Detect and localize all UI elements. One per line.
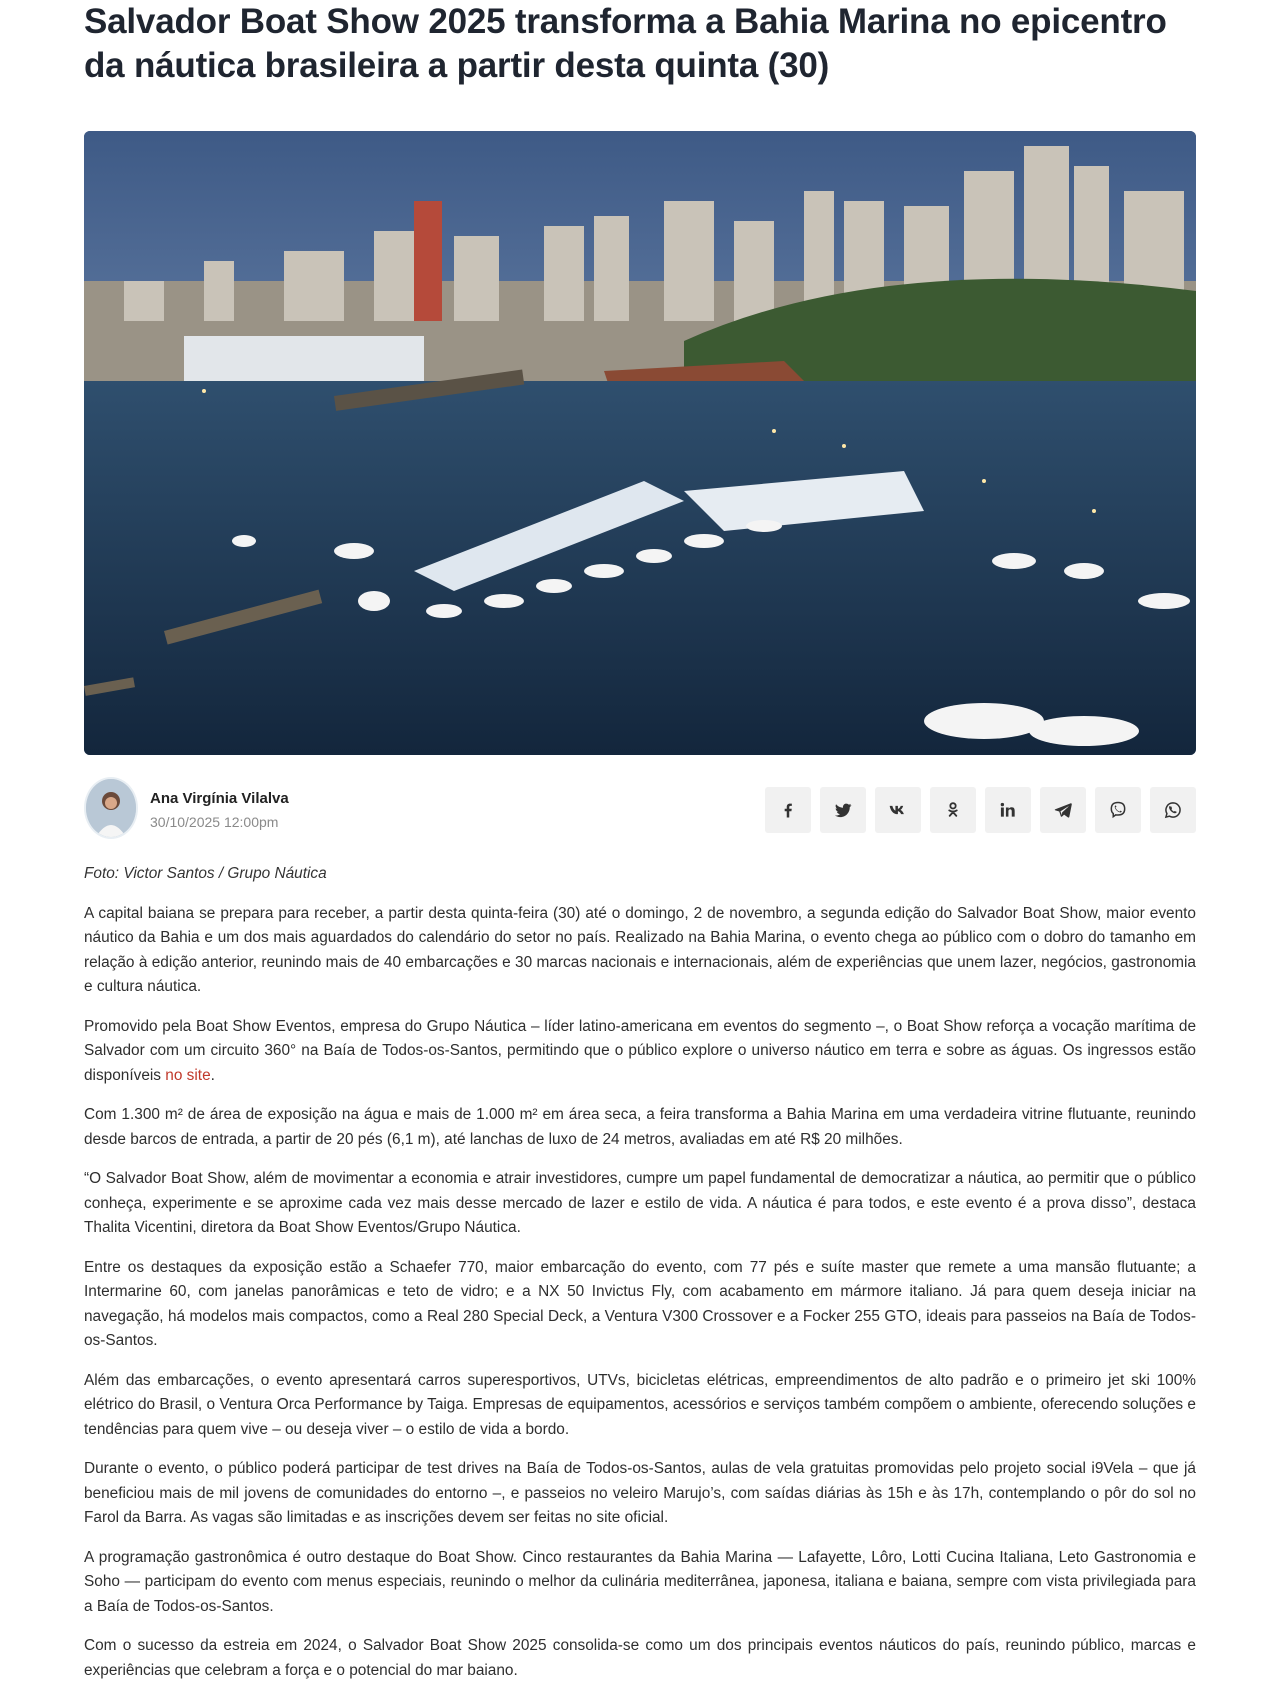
share-buttons bbox=[765, 787, 1196, 833]
hero-photo bbox=[84, 131, 1196, 755]
tickets-site-link[interactable]: no site bbox=[165, 1066, 211, 1084]
telegram-icon bbox=[1053, 800, 1073, 820]
whatsapp-icon bbox=[1163, 800, 1183, 820]
share-telegram-button[interactable] bbox=[1040, 787, 1086, 833]
viber-icon bbox=[1108, 800, 1128, 820]
paragraph-4: “O Salvador Boat Show, além de movimentar a economia e atrair investidores, cumpre um papel fundamental de democratizar a náutica, ao permitir que o público conheça, experimente e se aproxime cada vez mais desse mercado de lazer e estilo de vida. A náutica é para todos, e este evento é a prova disso”, destaca Thalita Vicentini, diretora da Boat Show Eventos/Grupo Náutica. bbox=[84, 1170, 1196, 1236]
share-whatsapp-button[interactable] bbox=[1150, 787, 1196, 833]
author-name[interactable]: Ana Virgínia Vilalva bbox=[150, 790, 289, 807]
paragraph-9: Com o sucesso da estreia em 2024, o Salvador Boat Show 2025 consolida-se como um dos principais eventos náuticos do país, reunindo público, marcas e experiências que celebram a força e o potencial do mar baiano. bbox=[84, 1637, 1196, 1679]
paragraph-6: Além das embarcações, o evento apresentará carros superesportivos, UTVs, bicicletas elétricas, empreendimentos de alto padrão e o primeiro jet ski 100% elétrico do Brasil, o Ventura Orca Performance by Taiga. Empresas de equipamentos, acessórios e serviços também compõem o ambiente, oferecendo soluções e tendências para quem vive – ou deseja viver – o estilo de vida a bordo. bbox=[84, 1371, 1196, 1438]
share-viber-button[interactable] bbox=[1095, 787, 1141, 833]
facebook-icon bbox=[778, 800, 798, 820]
paragraph-1: A capital baiana se prepara para receber, a partir desta quinta-feira (30) até o domingo, 2 de novembro, a segunda edição do Salvador Boat Show, maior evento náutico da Bahia e um dos mais aguardados do calendário do setor no país. Realizado na Bahia Marina, o evento chega ao público com o dobro do tamanho em relação à edição anterior, reunindo mais de 40 embarcações e 30 marcas nacionais e internacionais, além de experiências que unem lazer, negócios, gastronomia e cultura náutica. bbox=[84, 904, 1196, 995]
author-avatar bbox=[84, 777, 138, 839]
paragraph-2-text: Promovido pela Boat Show Eventos, empresa do Grupo Náutica – líder latino-americana em eventos do segmento –, o Boat Show reforça a vocação marítima de Salvador com um circuito 360° na Baía de Todos-os-Santos, permitindo que o público explore o universo náutico em terra e sobre as águas. Os ingressos estão disponíveis bbox=[84, 1017, 1196, 1084]
article-body bbox=[84, 862, 1196, 1698]
odnoklassniki-icon bbox=[943, 800, 963, 820]
marina-aerial-image bbox=[84, 131, 1196, 755]
paragraph-2 bbox=[84, 1015, 1196, 1089]
share-twitter-button[interactable] bbox=[820, 787, 866, 833]
paragraph-7: Durante o evento, o público poderá participar de test drives na Baía de Todos-os-Santos, aulas de vela gratuitas promovidas pelo projeto social i9Vela – que já beneficiou mais de mil jovens de comunidades do entorno –, e passeios no veleiro Marujo’s, com saídas diárias às 15h e às 17h, contemplando o pôr do sol no Farol da Barra. As vagas são limitadas e as inscrições devem ser feitas no site oficial. bbox=[84, 1460, 1196, 1526]
paragraph-5: Entre os destaques da exposição estão a Schaefer 770, maior embarcação do evento, com 77 pés e suíte master que remete a uma mansão flutuante; a Intermarine 60, com janelas panorâmicas e teto de vidro; e a NX 50 Invictus Fly, com acabamento em mármore italiano. Já para quem deseja iniciar na navegação, há modelos mais compactos, como a Real 280 Special Deck, a Ventura V300 Crossover e a Focker 255 GTO, ideais para passeios na Baía de Todos-os-Santos. bbox=[84, 1258, 1196, 1349]
vk-icon bbox=[888, 800, 908, 820]
paragraph-8: A programação gastronômica é outro destaque do Boat Show. Cinco restaurantes da Bahia Marina — Lafayette, Lôro, Lotti Cucina Italiana, Leto Gastronomia e Soho — participam do evento com menus especiais, reunindo o melhor da culinária mediterrânea, japonesa, italiana e baiana, sempre com vista privilegiada para a Baía de Todos-os-Santos. bbox=[84, 1548, 1196, 1615]
share-odnoklassniki-button[interactable] bbox=[930, 787, 976, 833]
share-linkedin-button[interactable] bbox=[985, 787, 1031, 833]
publish-date: 30/10/2025 12:00pm bbox=[150, 814, 279, 830]
paragraph-3: Com 1.300 m² de área de exposição na água e mais de 1.000 m² em área seca, a feira transforma a Bahia Marina em uma verdadeira vitrine flutuante, reunindo desde barcos de entrada, a partir de 20 pés (6,1 m), até lanchas de luxo de 24 metros, avaliadas em até R$ 20 milhões. bbox=[84, 1106, 1196, 1148]
share-facebook-button[interactable] bbox=[765, 787, 811, 833]
twitter-icon bbox=[833, 800, 853, 820]
photo-caption: Foto: Victor Santos / Grupo Náutica bbox=[84, 865, 327, 882]
paragraph-2-end: . bbox=[210, 1066, 215, 1084]
article-title: Salvador Boat Show 2025 transforma a Bahia Marina no epicentro da náutica brasileira a partir desta quinta (30) bbox=[84, 2, 1167, 85]
author-meta bbox=[84, 777, 1196, 839]
linkedin-icon bbox=[998, 800, 1018, 820]
share-vk-button[interactable] bbox=[875, 787, 921, 833]
